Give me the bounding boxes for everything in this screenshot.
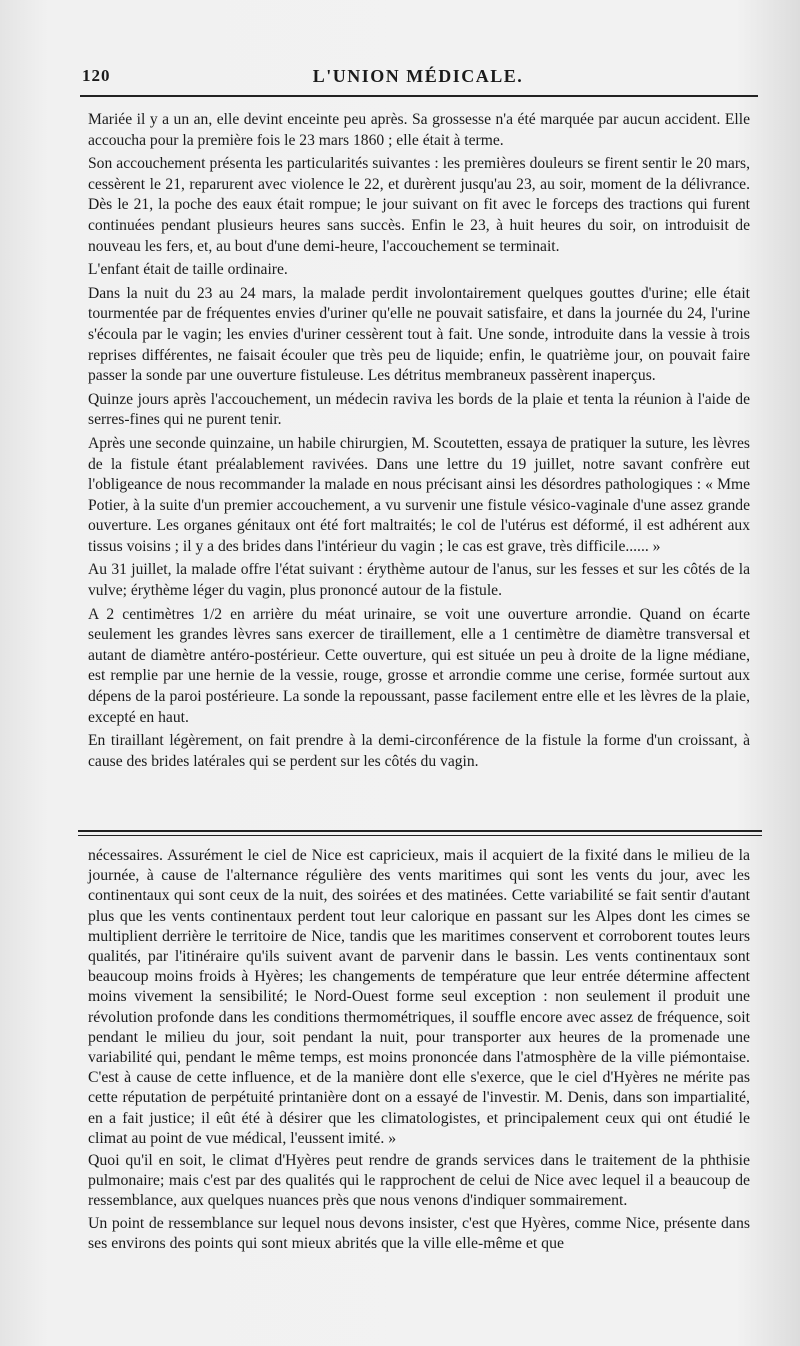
running-header [80,62,756,90]
paragraph: Dans la nuit du 23 au 24 mars, la malade perdit involontairement quelques gouttes d'urine; elle était tourmentée par de fréquentes envies d'uriner qu'elle ne pouvait satisfaire, et dans la journée du 24, l'urine s'écoula par le vagin; les envies d'uriner cessèrent tout à fait. Une sonde, introduite dans la vessie à trois reprises différentes, ne faisait écouler que très peu de liquide; enfin, le quatrième jour, on pouvait faire passer la sonde par une ouverture fistuleuse. Les détritus membraneux passèrent inaperçus. [88,284,750,385]
journal-title: L'UNION MÉDICALE. [312,66,524,86]
paragraph: Après une seconde quinzaine, un habile chirurgien, M. Scoutetten, essaya de pratiquer la suture, les lèvres de la fistule étant préalablement ravivées. Dans une lettre du 19 juillet, notre savant confrère eut l'obligeance de nous recommander la malade en nous précisant ainsi les désordres pathologiques : « Mme Potier, à la suite d'un premier accouchement, a vu survenir une fistule vésico-vaginale d'une assez grande ouverture. Les organes génitaux ont été fort maltraités; le col de l'utérus est déformé, il est adhérent aux tissus voisins ; il y a des brides dans l'intérieur du vagin ; le cas est grave, très difficile...... » [88,434,750,555]
page-number: 120 [82,66,111,85]
section-separator-thin [78,835,762,836]
paragraph: Quoi qu'il en soit, le climat d'Hyères peut rendre de grands services dans le traitement de la phthisie pulmonaire; mais c'est par des qualités qui le rapprochent de celui de Nice avec lequel il a beaucoup de ressemblance, aux quelques nuances près que nous venons d'indiquer sommairement. [88,1152,750,1210]
paragraph: A 2 centimètres 1/2 en arrière du méat urinaire, se voit une ouverture arrondie. Quand on écarte seulement les grandes lèvres sans exercer de tiraillement, elle a 1 centimètre de diamètre transversal et autant de diamètre antéro-postérieur. Cette ouverture, qui est située un peu à droite de la ligne médiane, est remplie par une hernie de la vessie, rouge, grosse et arrondie comme une cerise, formée surtout aux dépens de la paroi postérieure. La sonde la repoussant, passe facilement entre elle et les lèvres de la plaie, excepté en haut. [88,605,750,726]
paragraph: Mariée il y a un an, elle devint enceinte peu après. Sa grossesse n'a été marquée par aucun accident. Elle accoucha pour la première fois le 23 mars 1860 ; elle était à terme. [88,111,750,149]
paragraph: Son accouchement présenta les particularités suivantes : les premières douleurs se firent sentir le 20 mars, cessèrent le 21, reparurent avec violence le 22, et durèrent jusqu'au 23, au soir, moment de la délivrance. Dès le 21, la poche des eaux était rompue; le jour suivant on fit avec le forceps des tractions qui furent continuées pendant plusieurs heures sans succès. Enfin le 23, à huit heures du soir, on introduisit de nouveau les fers, et, au bout d'une demi-heure, l'accouchement se terminait. [88,155,750,255]
paragraph: En tiraillant légèrement, on fait prendre à la demi-circonférence de la fistule la forme d'un croissant, à cause des brides latérales qui se perdent sur les côtés du vagin. [88,732,750,770]
paragraph: L'enfant était de taille ordinaire. [88,261,288,279]
header-rule [80,95,758,97]
paragraph: nécessaires. Assurément le ciel de Nice est capricieux, mais il acquiert de la fixité dans le milieu de la journée, à cause de l'alternance régulière des vents maritimes qui sont les vents du jour, avec les continentaux qui sont ceux de la nuit, des soirées et des matinées. Cette variabilité se fait sentir d'autant plus que les vents continentaux perdent tout leur calorique en passant sur les Alpes dont les cimes se multiplient derrière le territoire de Nice, tandis que les maritimes conservent et corroborent toutes leurs qualités, par l'itinéraire qu'ils suivent avant de parvenir dans le bassin. Les vents continentaux sont beaucoup moins froids à Hyères; les changements de température que leur entrée détermine affectent moins vivement la sensibilité; le Nord-Ouest forme seul exception : non seulement il produit une révolution profonde dans les conditions thermométriques, il souffle encore avec assez de fréquence, soit pendant le milieu du jour, soit pendant la nuit, pour transporter aux heures de la promenade une variabilité qui, pendant le même temps, est moins prononcée dans l'atmosphère de la ville piémontaise. C'est à cause de cette influence, et de la manière dont elle s'exerce, que le ciel d'Hyères ne mérite pas cette réputation de perpétuité printanière dont on a essayé de l'investir. M. Denis, dans son impartialité, en a fait justice; il eût été à désirer que les climatologistes, et principalement ceux qui ont étudié le climat au point de vue médical, l'eussent imité. » [88,847,750,1147]
paragraph: Quinze jours après l'accouchement, un médecin raviva les bords de la plaie et tenta la réunion à l'aide de serres-fines qui ne purent tenir. [88,390,750,429]
feuilleton-text [88,846,750,1254]
case-report-text [88,110,750,772]
paragraph: Un point de ressemblance sur lequel nous devons insister, c'est que Hyères, comme Nice, présente dans ses environs des points qui sont mieux abrités que la ville elle-même et que [88,1214,750,1252]
paragraph: Au 31 juillet, la malade offre l'état suivant : érythème autour de l'anus, sur les fesses et sur les côtés de la vulve; érythème léger du vagin, plus prononcé autour de la fistule. [88,561,750,600]
section-separator-thick [78,830,762,832]
